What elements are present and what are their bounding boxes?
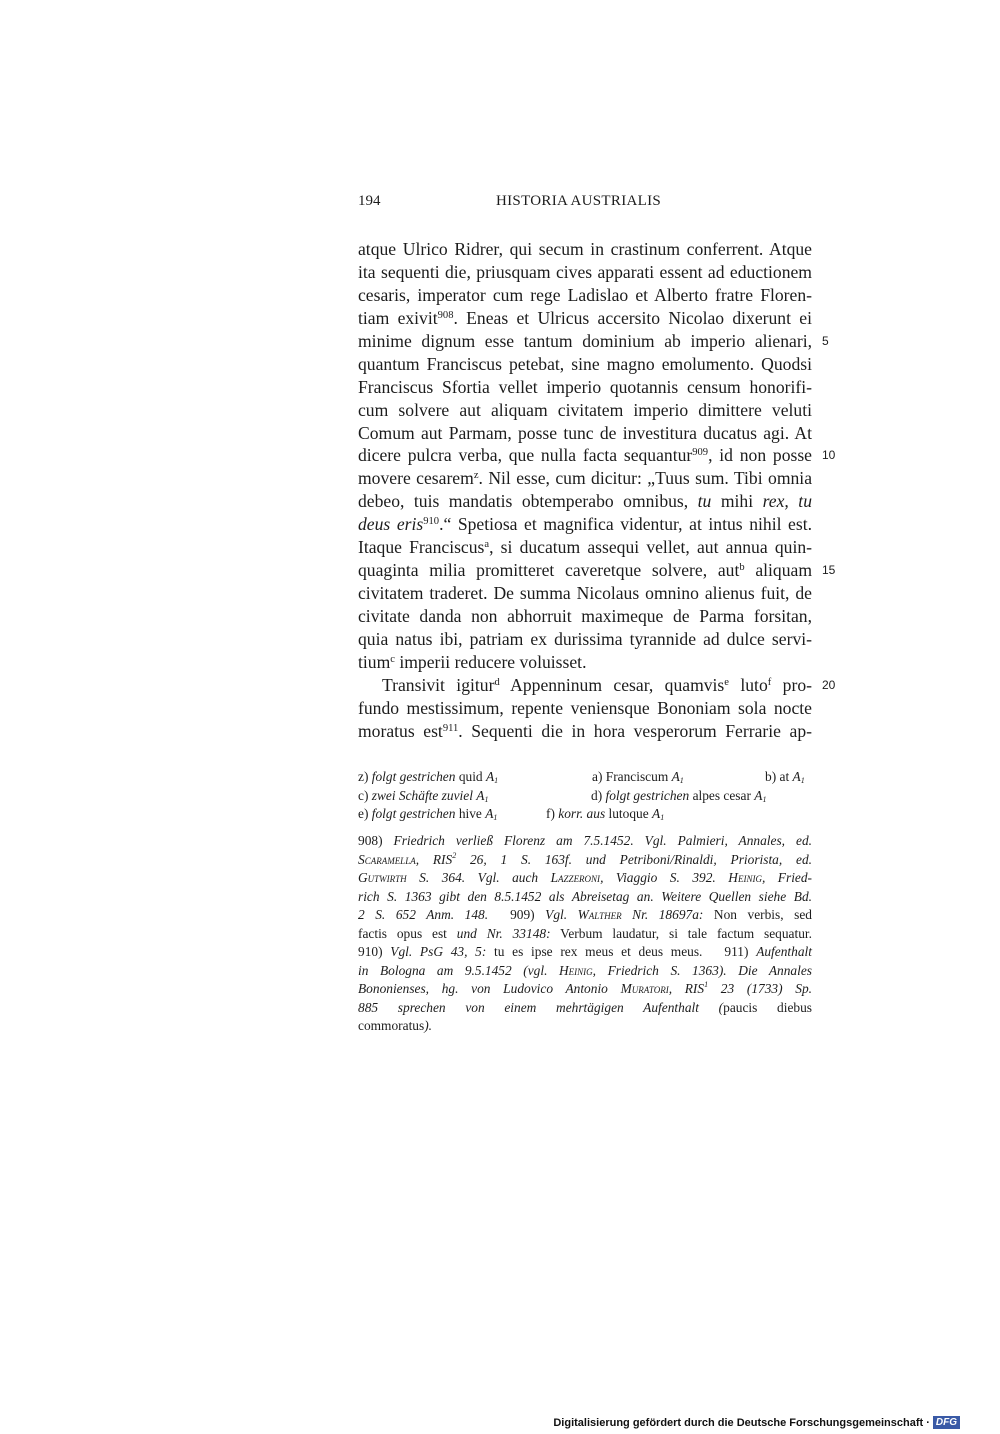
dfg-logo: DFG: [933, 1416, 960, 1429]
variant-row: [358, 787, 812, 806]
variant-note-d: d) folgt gestrichen alpes cesar $A_1$: [591, 787, 767, 804]
variant-note-e: e) folgt gestrichen hive $A_1$: [358, 806, 498, 822]
text-line: quantum Franciscus petebat, sine magno emolumento. Quodsi: [358, 353, 812, 374]
variant-apparatus: [358, 768, 812, 824]
footnote-ref: 910: [423, 516, 440, 528]
variant-ref: c: [390, 653, 395, 665]
text-line: Itaque Franciscus$^a$, si ducatum assequi vellet, aut annua quin-: [358, 537, 812, 558]
variant-ref: z: [473, 470, 479, 482]
footnote-ref: 909: [692, 447, 709, 459]
text-line: quia natus ibi, patriam ex durissima tyrannide ad dulce servi-: [358, 628, 812, 649]
line-number: 15: [822, 563, 836, 578]
text-line: deus eris$^{910}$.“ Spetiosa et magnifica videntur, at intus nihil est.: [358, 514, 812, 535]
text-line: civitate danda non abhorruit maximeque de Parma forsitan,: [358, 606, 812, 626]
variant-note-z: z) folgt gestrichen quid $A_1$: [358, 769, 499, 785]
commentary-line: commoratus).: [358, 1018, 433, 1033]
text-line: tium$^c$ imperii reducere voluisset.: [358, 651, 587, 672]
variant-note-f: f) korr. aus lutoque $A_1$: [546, 806, 665, 822]
commentary-line: Gutwirth S. 364. Vgl. auch Lazzeroni, Viaggio S. 392. Heinig, Fried-: [358, 870, 813, 885]
commentary-notes: [358, 832, 812, 1036]
text-line: tiam exivit$^{908}$. Eneas et Ulricus accersito Nicolao dixerunt ei: [358, 307, 812, 328]
variant-ref: a: [484, 539, 490, 551]
commentary-line: 2 S. 652 Anm. 148. 909) Vgl. Walther Nr. 18697a: Non verbis, sed: [358, 907, 812, 922]
line-number: 5: [822, 333, 829, 348]
footnote-ref: 908: [437, 309, 454, 321]
variant-ref: d: [494, 676, 500, 688]
variant-note-b: b) at $A_1$: [765, 769, 805, 785]
text-line: ita sequenti die, priusquam cives apparati essent ad eductionem: [358, 261, 812, 282]
variant-row: [358, 768, 812, 787]
text-line: movere cesarem$^z$. Nil esse, cum dicitur: „Tuus sum. Tibi omnia: [358, 468, 812, 489]
text-line: cesaris, imperator cum rege Ladislao et Alberto fratre Floren-: [358, 284, 812, 305]
text-line: fundo mestissimum, repente veniensque Bononiam sola nocte: [358, 697, 812, 718]
line-number: 20: [822, 677, 836, 692]
text-line: debeo, tuis mandatis obtemperabo omnibus, tu mihi rex, tu: [358, 491, 812, 512]
variant-row: [358, 805, 812, 824]
variant-ref: e: [724, 676, 729, 688]
text-line: quaginta milia promitteret caveretque solvere, aut$^b$ aliquam 15: [358, 560, 836, 581]
credit-text: Digitalisierung gefördert durch die Deutsche Forschungsgemeinschaft: [553, 1416, 924, 1429]
commentary-line: factis opus est und Nr. 33148: Verbum laudatur, si tale factum sequatur.: [358, 925, 812, 941]
variant-note-c: c) zwei Schäfte zuviel $A_1$: [358, 787, 489, 804]
commentary-line: Bononienses, hg. von Ludovico Antonio Muratori, RIS$^1$ 23 (1733) Sp.: [358, 980, 813, 996]
commentary-line: in Bologna am 9.5.1452 (vgl. Heinig, Friedrich S. 1363). Die Annales: [358, 962, 812, 978]
variant-ref: f: [767, 676, 772, 688]
commentary-line: rich S. 1363 gibt den 8.5.1452 als Abreisetag an. Weitere Quellen siehe Bd.: [358, 888, 812, 904]
text-line: Transivit igitur$^d$ Appenninum cesar, quamvis$^e$ luto$^f$ pro- 20: [382, 674, 836, 695]
variant-note-a: a) Franciscum $A_1$: [592, 769, 684, 785]
text-line: minime dignum esse tantum dominium ab imperio alienari, 5: [358, 330, 829, 351]
text-line: Comum aut Parmam, posse tunc de investitura ducatus agi. At: [358, 422, 812, 443]
commentary-line: 885 sprechen von einem mehrtägigen Aufenthalt (paucis diebus: [358, 999, 812, 1015]
commentary-line: 908) Friedrich verließ Florenz am 7.5.1452. Vgl. Palmieri, Annales, ed.: [358, 833, 812, 848]
digitization-credit: Digitalisierung gefördert durch die Deutsche Forschungsgemeinschaft · DFG: [553, 1416, 960, 1429]
main-text: [358, 238, 836, 743]
text-line: dicere pulcra verba, que nulla facta sequantur$^{909}$, id non posse 10: [358, 445, 836, 466]
text-line: Franciscus Sfortia vellet imperio quotannis censum honorifi-: [358, 376, 812, 397]
footnote-ref: 911: [442, 722, 459, 734]
variant-ref: b: [739, 562, 745, 574]
text-line: moratus est$^{911}$. Sequenti die in hora vesperorum Ferrarie ap-: [358, 720, 812, 741]
text-line: atque Ulrico Ridrer, qui secum in crastinum conferrent. Atque: [358, 239, 812, 259]
page-number: 194: [358, 193, 381, 209]
running-title: HISTORIA AUSTRIALIS: [496, 193, 662, 209]
text-line: cum solvere aut aliquam civitatem imperio dimittere veluti: [358, 399, 812, 420]
commentary-line: 910) Vgl. PsG 43, 5: tu es ipse rex meus et deus meus. 911) Aufenthalt: [358, 944, 812, 959]
text-line: civitatem traderet. De summa Nicolaus omnino alienus fuit, de: [358, 583, 812, 604]
commentary-line: Scaramella, RIS$^2$ 26, 1 S. 163f. und Petriboni/Rinaldi, Priorista, ed.: [358, 850, 813, 867]
running-header: [358, 193, 812, 213]
line-number: 10: [822, 448, 836, 463]
